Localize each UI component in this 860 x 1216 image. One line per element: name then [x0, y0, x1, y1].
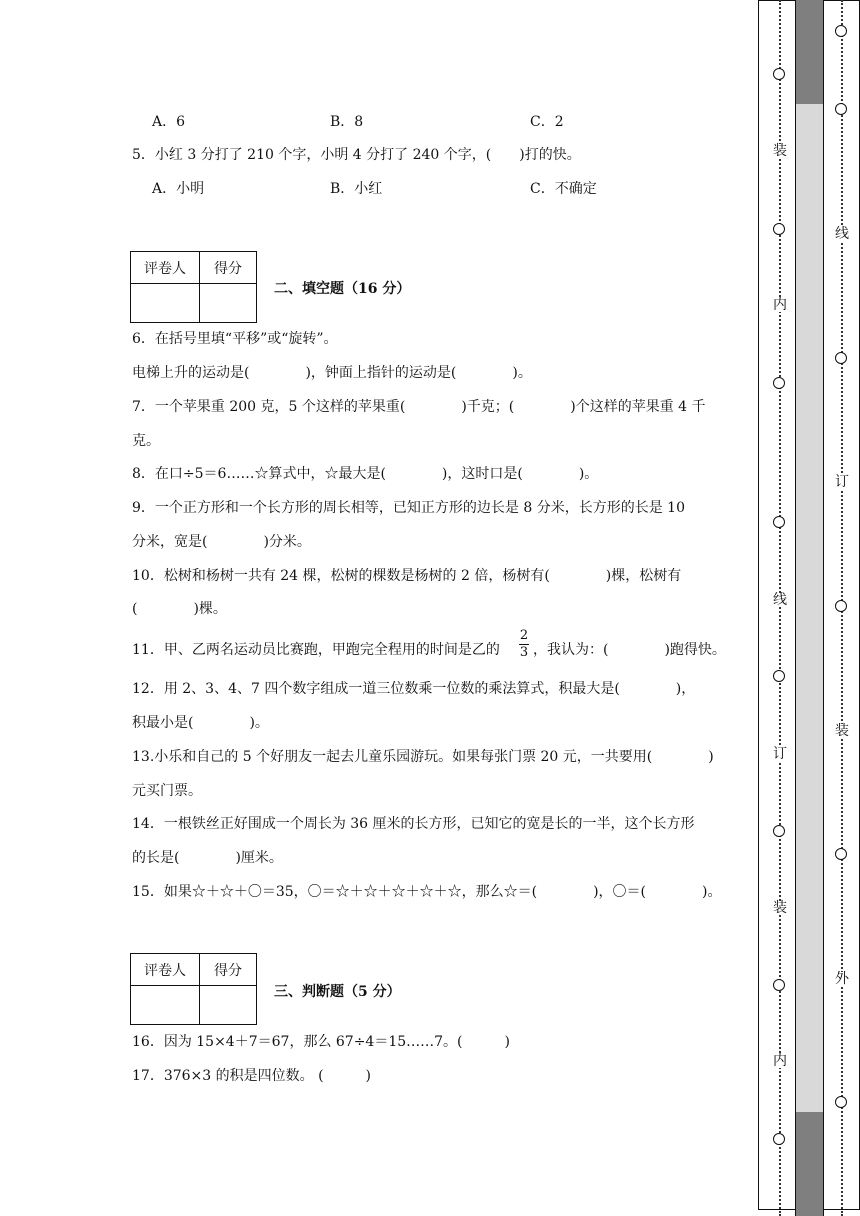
q10-text: 10．松树和杨树一共有 24 棵，松树的棵数是杨树的 2 倍，杨树有( )棵，松树有 [132, 568, 682, 584]
grader-header: 评卷人 [131, 954, 200, 986]
score-cell [200, 986, 257, 1025]
binding-dark-block-bottom [795, 1112, 824, 1216]
binding-margin [758, 0, 860, 1216]
q4-option-a: A．6 [152, 114, 186, 130]
q5-option-a: A．小明 [152, 181, 205, 197]
punch-hole-circle [773, 68, 785, 80]
binding-gray-column [795, 0, 824, 1216]
binding-char-nei: 内 [773, 297, 787, 313]
score-header: 得分 [200, 252, 257, 284]
q14-text-cont: 的长是( )厘米。 [132, 850, 283, 866]
q9-text-cont: 分米，宽是( )分米。 [132, 534, 311, 550]
punch-hole-circle [835, 103, 847, 115]
fraction-denominator: 3 [519, 645, 529, 660]
binding-char-xian: 线 [835, 226, 849, 242]
q7-text-cont: 克。 [132, 433, 160, 449]
q5-text: 5．小红 3 分打了 210 个字，小明 4 分打了 240 个字，( )打的快。 [132, 147, 581, 163]
q15-text: 15．如果☆＋☆＋〇＝35，〇＝☆＋☆＋☆＋☆＋☆，那么☆＝( )，〇＝( )。 [132, 884, 722, 900]
binding-char-ding: 订 [835, 474, 849, 490]
inner-cut-line [779, 0, 781, 1216]
punch-hole-circle [835, 25, 847, 37]
binding-char-zhuang: 装 [773, 143, 787, 159]
score-header: 得分 [200, 954, 257, 986]
q8-text: 8．在口÷5＝6……☆算式中，☆最大是( )，这时口是( )。 [132, 466, 599, 482]
fraction-numerator: 2 [519, 628, 529, 643]
q5-option-c: C．不确定 [530, 181, 597, 197]
grader-cell [131, 986, 200, 1025]
binding-char-wai: 外 [835, 971, 849, 987]
q17-text: 17．376×3 的积是四位数。 ( ) [132, 1068, 371, 1084]
section2-score-table [130, 251, 257, 323]
punch-hole-circle [773, 670, 785, 682]
punch-hole-circle [835, 848, 847, 860]
q4-option-b: B．8 [330, 114, 364, 130]
punch-hole-circle [773, 516, 785, 528]
q4-option-c: C．2 [530, 114, 564, 130]
binding-char-nei: 内 [773, 1053, 787, 1069]
punch-hole-circle [835, 600, 847, 612]
grader-header: 评卷人 [131, 252, 200, 284]
q12-text-cont: 积最小是( )。 [132, 715, 269, 731]
punch-hole-circle [773, 377, 785, 389]
punch-hole-circle [773, 979, 785, 991]
punch-hole-circle [835, 1096, 847, 1108]
punch-hole-circle [773, 223, 785, 235]
q7-text: 7．一个苹果重 200 克，5 个这样的苹果重( )千克；( )个这样的苹果重 4 千 [132, 399, 706, 415]
punch-hole-circle [773, 1133, 785, 1145]
binding-dark-block-top [795, 0, 824, 104]
q12-text: 12．用 2、3、4、7 四个数字组成一道三位数乘一位数的乘法算式，积最大是( )， [132, 681, 696, 697]
q6-text: 6．在括号里填“平移”或“旋转”。 [132, 331, 338, 347]
grader-cell [131, 284, 200, 323]
q11-fraction [519, 629, 529, 660]
q5-option-b: B．小红 [330, 181, 383, 197]
q6-blanks: 电梯上升的运动是( )，钟面上指针的运动是( )。 [132, 365, 532, 381]
q9-text: 9．一个正方形和一个长方形的周长相等，已知正方形的边长是 8 分米，长方形的长是 10 [132, 500, 685, 516]
q13-text-cont: 元买门票。 [132, 783, 202, 799]
q11-text-after: ，我认为：( )跑得快。 [533, 642, 726, 658]
q14-text: 14．一根铁丝正好围成一个周长为 36 厘米的长方形，已知它的宽是长的一半，这个长方形 [132, 816, 695, 832]
q16-text: 16．因为 15×4＋7＝67，那么 67÷4＝15……7。( ) [132, 1034, 510, 1050]
section3-title: 三、判断题（5 分） [274, 984, 401, 1000]
binding-char-zhuang: 装 [773, 900, 787, 916]
q10-text-cont: ( )棵。 [132, 601, 227, 617]
score-cell [200, 284, 257, 323]
section3-score-table [130, 953, 257, 1025]
q11-text-before: 11．甲、乙两名运动员比赛跑，甲跑完全程用的时间是乙的 [132, 642, 500, 658]
binding-char-xian: 线 [773, 592, 787, 608]
punch-hole-circle [773, 825, 785, 837]
q13-text: 13.小乐和自己的 5 个好朋友一起去儿童乐园游玩。如果每张门票 20 元，一共要用( ) [132, 749, 714, 765]
punch-hole-circle [835, 352, 847, 364]
binding-char-zhuang: 装 [835, 723, 849, 739]
section2-title: 二、填空题（16 分） [274, 281, 411, 297]
binding-char-ding: 订 [773, 746, 787, 762]
